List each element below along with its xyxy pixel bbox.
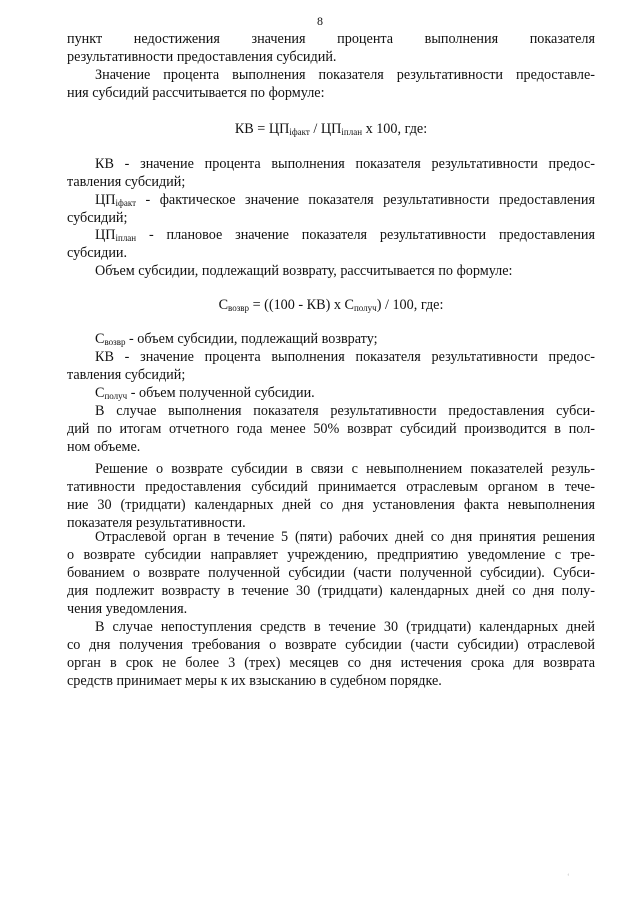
text-line: чения уведомления. — [67, 601, 188, 617]
definition-c-vozvr: $С_{возвр}$ - объем субсидии, подлежащий возврату; — [95, 331, 378, 347]
corner-mark: ‘ — [567, 872, 570, 881]
text-line: Решение о возврате субсидии в связи с невыполнением показателей резуль- — [95, 461, 595, 477]
definition-cp-plan: $ЦП_{iплан}$ - плановое значение показателя результативности предоставления — [95, 227, 595, 243]
text-line: бованием о возврате полученной субсидии (части полученной субсидии). Субси- — [67, 565, 595, 581]
text-line: средств принимает меры к их взысканию в судебном порядке. — [67, 673, 442, 689]
text-line: ние 30 (тридцати) календарных дней со дня установления факта невыполнения — [67, 497, 595, 513]
text-line: дий по итогам отчетного года менее 50% возврат субсидий производится в пол- — [67, 421, 595, 437]
definition-cp-fact: $ЦП_{iфакт}$ - фактическое значение показателя результативности предоставления — [95, 192, 595, 208]
text-line: субсидий; — [67, 210, 128, 226]
text-line: пункт недостижения значения процента выполнения показателя — [67, 31, 595, 47]
page-number: 8 — [317, 14, 323, 28]
formula-kv: КВ = $ЦП_{iфакт} / ЦП_{iплан}$ х 100, где: — [234, 121, 428, 137]
text-line: В случае выполнения показателя результативности предоставления субси- — [95, 403, 595, 419]
text-line: орган в срок не более 3 (трех) месяцев со дня истечения срока для возврата — [67, 655, 595, 671]
text-line: дия подлежит возврасту в течение 30 (тридцати) календарных дней со дня полу- — [67, 583, 595, 599]
text-line: тавления субсидий; — [67, 174, 186, 190]
text-line: результативности предоставления субсидий. — [67, 49, 337, 65]
text-line: о возврате субсидии направляет учреждению, предприятию уведомление с тре- — [67, 547, 595, 563]
text-line: тавления субсидий; — [67, 367, 186, 383]
text-line: КВ - значение процента выполнения показателя результативности предос- — [95, 156, 595, 172]
definition-c-poluch: $С_{получ}$ - объем полученной субсидии. — [95, 385, 315, 401]
text-line: КВ - значение процента выполнения показателя результативности предос- — [95, 349, 595, 365]
text-line: субсидии. — [67, 245, 128, 261]
text-line: Объем субсидии, подлежащий возврату, рассчитывается по формуле: — [95, 263, 513, 279]
text-line: Отраслевой орган в течение 5 (пяти) рабочих дней со дня принятия решения — [95, 529, 595, 545]
text-line: Значение процента выполнения показателя результативности предоставле- — [95, 67, 595, 83]
text-line: ном объеме. — [67, 439, 141, 455]
formula-subsidy-return: $С_{возвр} = ((100 - КВ)$ х $С_{получ}) / 100$, где: — [218, 297, 444, 313]
text-line: В случае непоступления средств в течение 30 (тридцати) календарных дней — [95, 619, 595, 635]
text-line: ния субсидий рассчитывается по формуле: — [67, 85, 325, 101]
text-line: тативности предоставления субсидий принимается отраслевым органом в тече- — [67, 479, 595, 495]
text-line: со дня получения требования о возврате субсидии (части субсидии) отраслевой — [67, 637, 595, 653]
text-line: показателя результативности. — [67, 515, 246, 531]
